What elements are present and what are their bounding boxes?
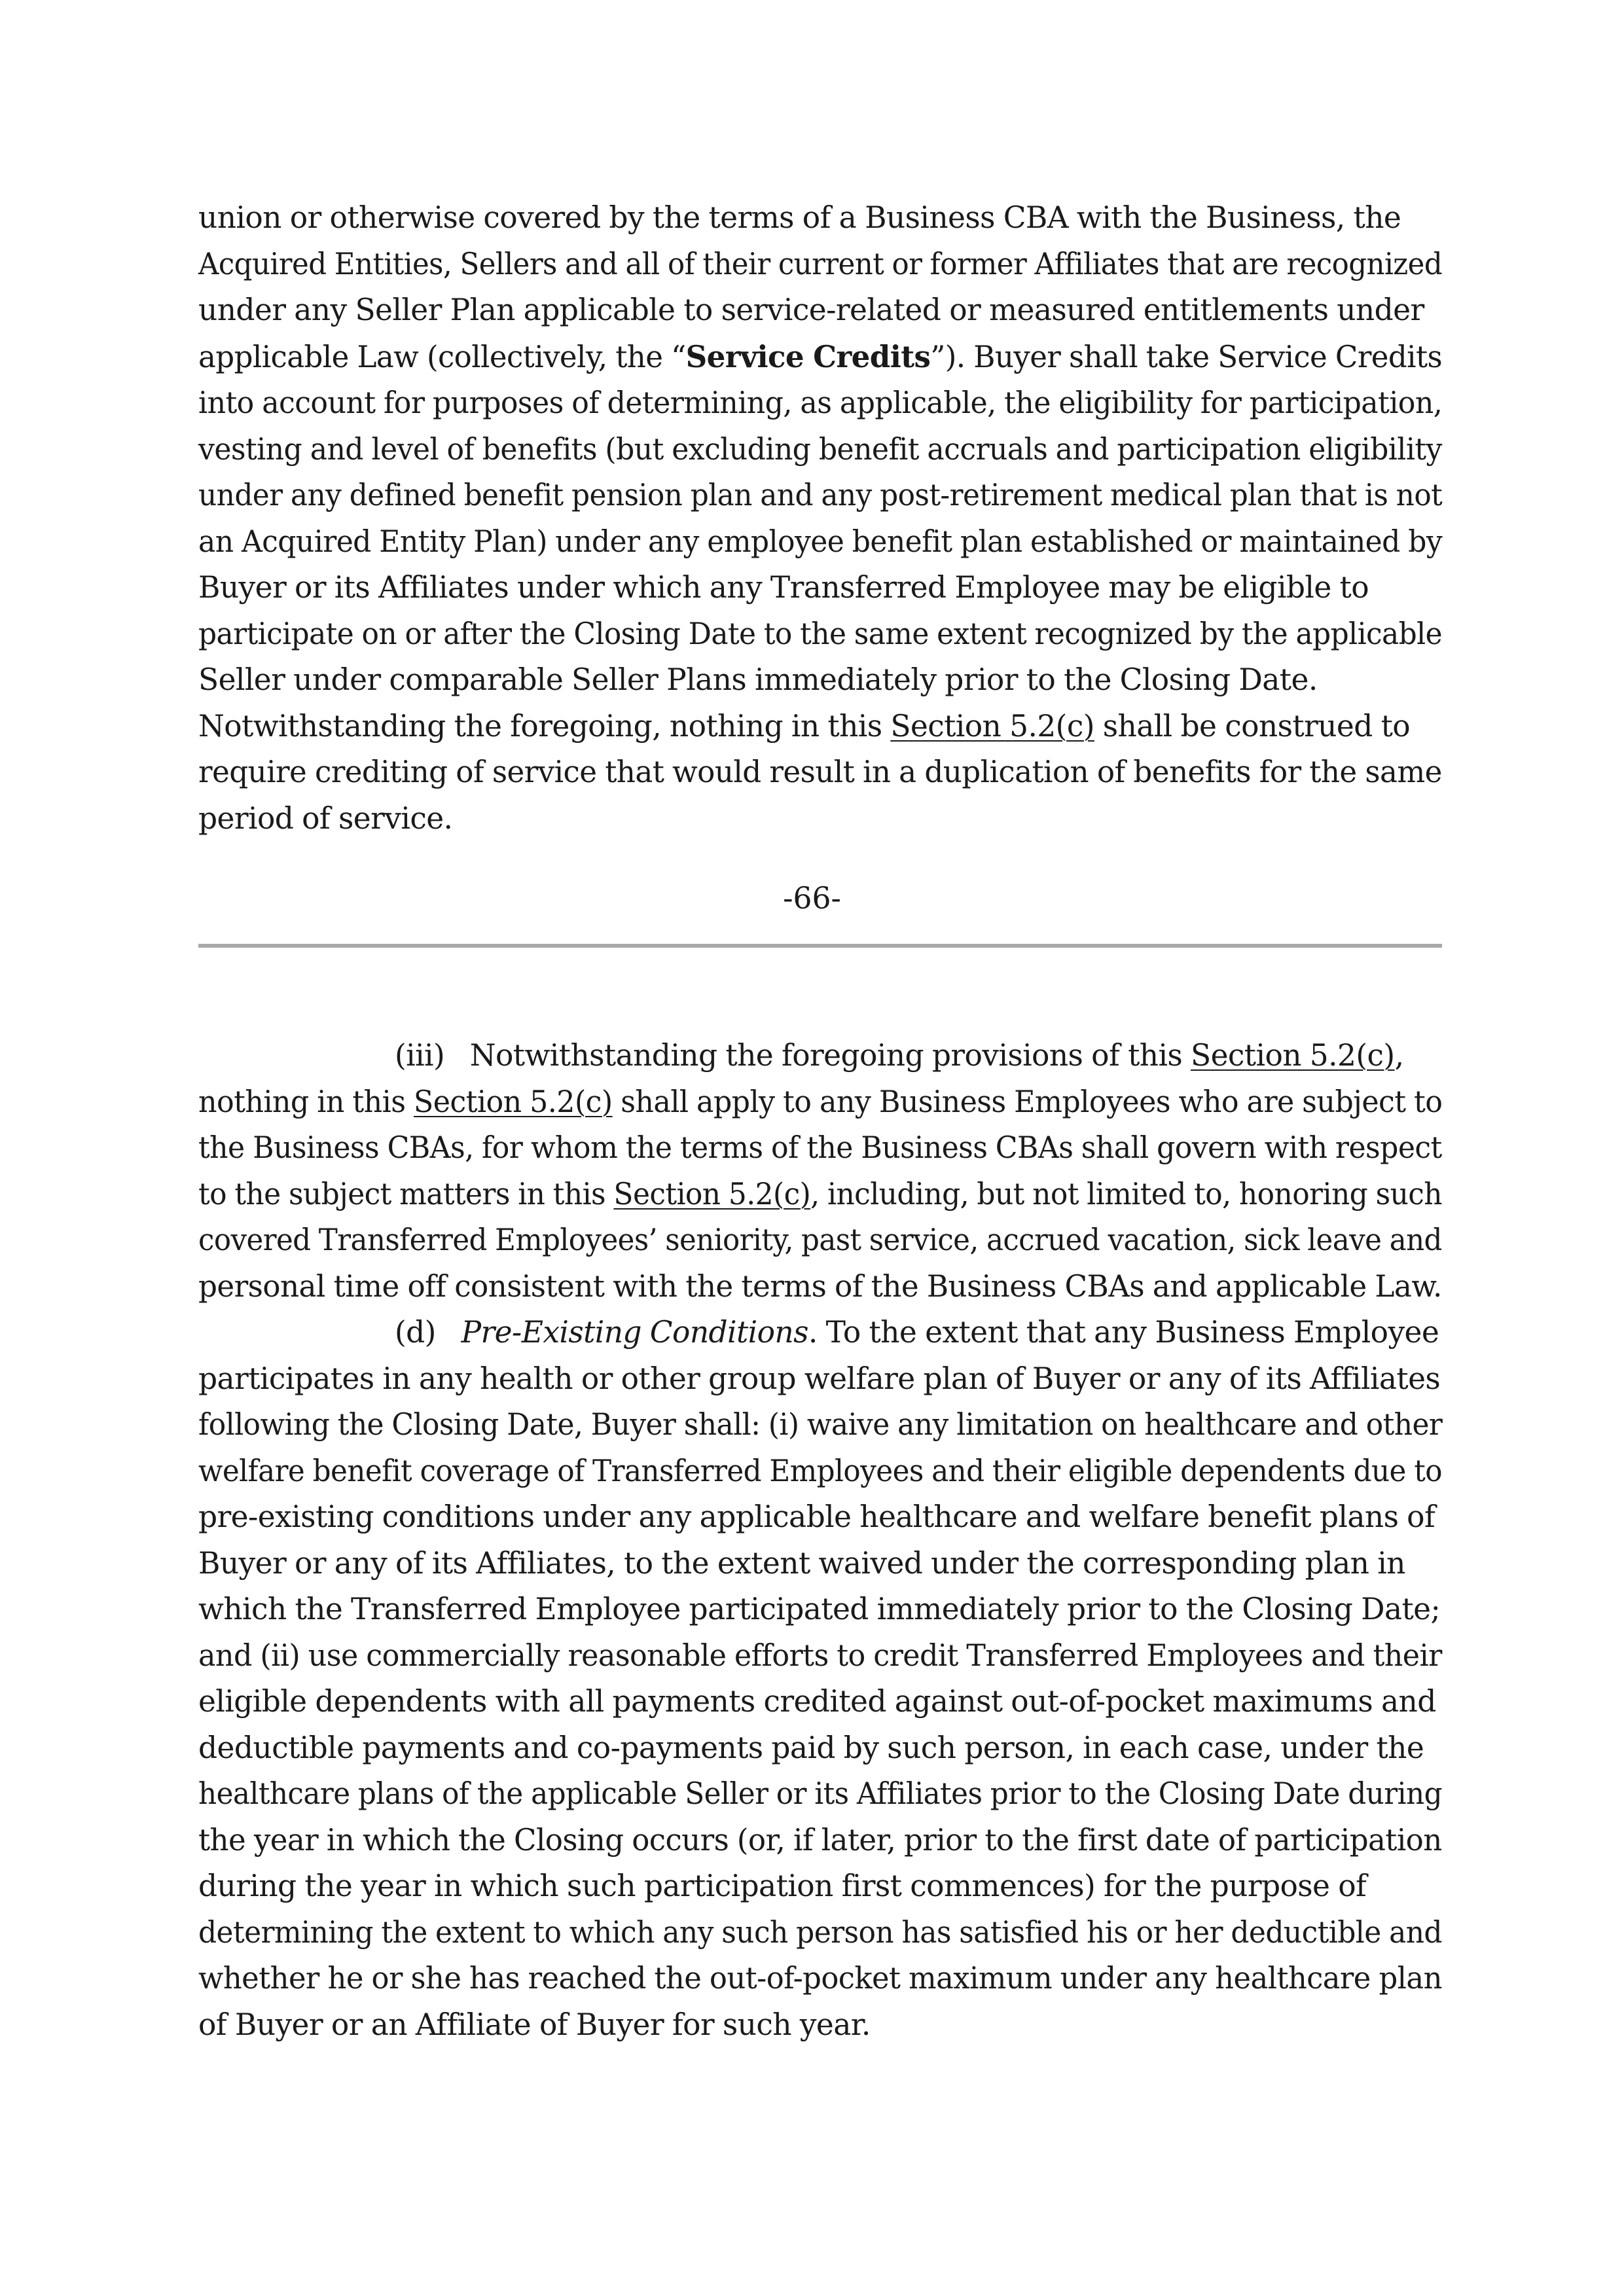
text-line: welfare benefit coverage of Transferred Employees and their eligible dependents due to: [198, 1453, 1442, 1488]
text-line: determining the extent to which any such person has satisfied his or her deductible and: [198, 1914, 1442, 1950]
text-line: pre-existing conditions under any applicable healthcare and welfare benefit plans of: [198, 1499, 1435, 1534]
text-line: Acquired Entities, Sellers and all of their current or former Affiliates that are recognized: [198, 246, 1443, 281]
defined-term-service-credits: Service Credits: [685, 338, 931, 374]
text-line: under any Seller Plan applicable to service-related or measured entitlements under: [198, 293, 1424, 327]
text-line: participate on or after the Closing Date to the same extent recognized by the applicable: [198, 616, 1443, 651]
section-reference: Section 5.2(c): [1191, 1038, 1395, 1073]
paragraph-d-first-line: [198, 1310, 1442, 1356]
text-run: applicable Law (collectively, the “: [198, 339, 686, 374]
text-line: vesting and level of benefits (but excluding benefit accruals and participation eligibility: [198, 431, 1442, 467]
section-reference: Section 5.2(c): [890, 708, 1094, 744]
text-line: union or otherwise covered by the terms of a Business CBA with the Business, the: [198, 200, 1401, 235]
section-reference: Section 5.2(c): [613, 1176, 811, 1211]
text-line: of Buyer or an Affiliate of Buyer for such year.: [198, 2007, 871, 2042]
text-line: period of service.: [198, 800, 453, 836]
text-line: personal time off consistent with the terms of the Business CBAs and applicable Law.: [198, 1268, 1442, 1304]
text-line: Buyer or its Affiliates under which any Transferred Employee may be eligible to: [198, 570, 1369, 605]
text-line: [198, 704, 1442, 750]
text-run: ”). Buyer shall take Service Credits: [930, 339, 1443, 374]
text-run: , including, but not limited to, honoring such: [810, 1176, 1443, 1211]
text-line: [198, 1172, 1443, 1218]
text-run: Notwithstanding the foregoing, nothing in this: [198, 708, 891, 744]
text-run: nothing in this: [198, 1084, 414, 1119]
text-line: [198, 334, 1443, 381]
text-line: Buyer or any of its Affiliates, to the extent waived under the corresponding plan in: [198, 1545, 1405, 1581]
page-67-content: [198, 1033, 1442, 2048]
clause-label-d: (d): [395, 1315, 436, 1350]
text-line: Seller under comparable Seller Plans immediately prior to the Closing Date.: [198, 662, 1318, 697]
text-line: and (ii) use commercially reasonable efforts to credit Transferred Employees and their: [198, 1638, 1442, 1673]
page-number: -66-: [783, 881, 841, 916]
text-line: healthcare plans of the applicable Seller or its Affiliates prior to the Closing Date during: [198, 1776, 1443, 1811]
text-line: covered Transferred Employees’ seniority, past service, accrued vacation, sick leave and: [198, 1223, 1442, 1257]
text-line: participates in any health or other group welfare plan of Buyer or any of its Affiliates: [198, 1361, 1441, 1396]
text-line: the Business CBAs, for whom the terms of the Business CBAs shall govern with respect: [198, 1130, 1442, 1165]
text-line: require crediting of service that would result in a duplication of benefits for the same: [198, 755, 1442, 789]
section-heading-pre-existing-conditions: Pre-Existing Conditions: [461, 1315, 808, 1350]
text-line: deductible payments and co-payments paid by such person, in each case, under the: [198, 1730, 1424, 1765]
text-line: the year in which the Closing occurs (or, if later, prior to the first date of participation: [198, 1822, 1442, 1857]
text-line: following the Closing Date, Buyer shall: (i) waive any limitation on healthcare and other: [198, 1407, 1443, 1442]
text-run: shall apply to any Business Employees who are subject to: [612, 1084, 1443, 1119]
page-divider: [198, 944, 1442, 948]
text-line: into account for purposes of determining, as applicable, the eligibility for participation,: [198, 386, 1443, 420]
text-run: to the subject matters in this: [198, 1176, 614, 1211]
text-run: ,: [1394, 1038, 1404, 1073]
text-line: whether he or she has reached the out-of-pocket maximum under any healthcare plan: [198, 1961, 1442, 1996]
text-line: which the Transferred Employee participated immediately prior to the Closing Date;: [198, 1592, 1441, 1626]
text-line: under any defined benefit pension plan and any post-retirement medical plan that is not: [198, 478, 1443, 512]
text-run: . To the extent that any Business Employee: [808, 1315, 1439, 1350]
paragraph-iii-first-line: [198, 1033, 1442, 1079]
page-66-continuation: [198, 195, 1442, 842]
section-reference: Section 5.2(c): [413, 1084, 613, 1119]
text-line: [198, 1079, 1443, 1126]
text-line: during the year in which such participation first commences) for the purpose of: [198, 1869, 1367, 1903]
clause-label-iii: (iii): [395, 1038, 445, 1073]
text-line: eligible dependents with all payments credited against out-of-pocket maximums and: [198, 1684, 1436, 1719]
text-run: shall be construed to: [1094, 708, 1411, 744]
text-run: Notwithstanding the foregoing provisions of this: [469, 1038, 1191, 1073]
text-line: an Acquired Entity Plan) under any employee benefit plan established or maintained by: [198, 524, 1443, 559]
